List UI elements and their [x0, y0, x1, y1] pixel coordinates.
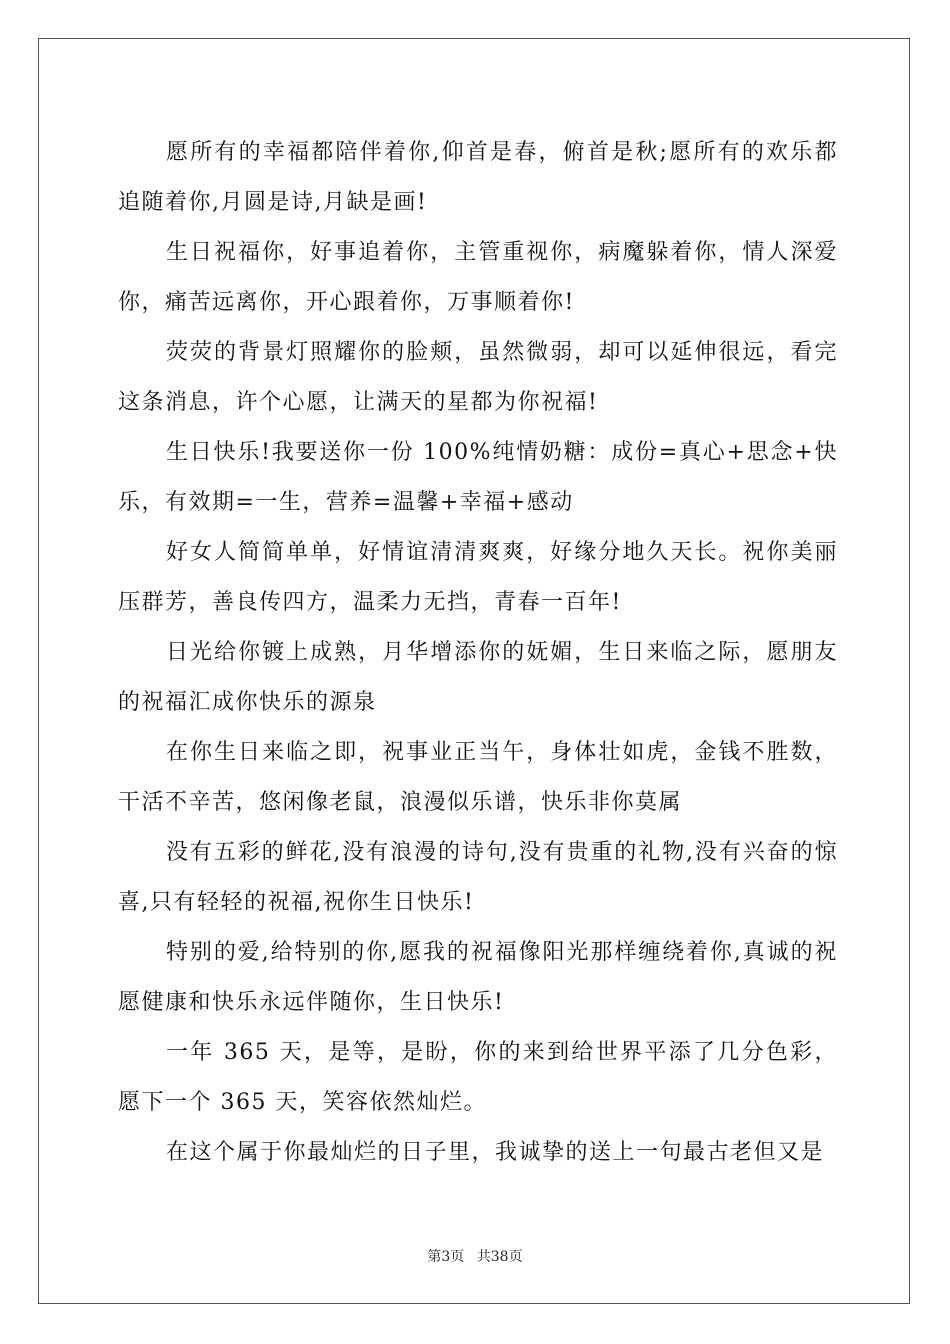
paragraph: 愿所有的幸福都陪伴着你,仰首是春，俯首是秋;愿所有的欢乐都追随着你,月圆是诗,月缺是画! — [118, 140, 838, 215]
total-pages: 共38页 — [476, 1249, 523, 1265]
paragraph: 在你生日来临之即，祝事业正当午，身体壮如虎，金钱不胜数，干活不辛苦，悠闲像老鼠，浪漫似乐谱，快乐非你莫属 — [118, 740, 838, 815]
paragraph: 生日快乐!我要送你一份 100%纯情奶糖：成份=真心+思念+快乐，有效期=一生，营养=温馨+幸福+感动 — [118, 440, 838, 515]
page-number: 第3页 — [427, 1249, 465, 1265]
document-body — [118, 128, 838, 1178]
paragraph: 特别的爱,给特别的你,愿我的祝福像阳光那样缠绕着你,真诚的祝愿健康和快乐永远伴随你，生日快乐! — [118, 940, 838, 1015]
paragraph: 荧荧的背景灯照耀你的脸颊，虽然微弱，却可以延伸很远，看完这条消息，许个心愿，让满天的星都为你祝福! — [118, 340, 838, 415]
paragraph: 一年 365 天，是等，是盼，你的来到给世界平添了几分色彩，愿下一个 365 天，笑容依然灿烂。 — [118, 1040, 838, 1115]
paragraph: 没有五彩的鲜花,没有浪漫的诗句,没有贵重的礼物,没有兴奋的惊喜,只有轻轻的祝福,祝你生日快乐! — [118, 840, 838, 915]
paragraph: 好女人简简单单，好情谊清清爽爽，好缘分地久天长。祝你美丽压群芳，善良传四方，温柔力无挡，青春一百年! — [118, 540, 838, 615]
page-footer — [0, 1246, 950, 1266]
paragraph: 日光给你镀上成熟，月华增添你的妩媚，生日来临之际，愿朋友的祝福汇成你快乐的源泉 — [118, 640, 838, 715]
paragraph: 生日祝福你，好事追着你，主管重视你，病魔躲着你，情人深爱你，痛苦远离你，开心跟着你，万事顺着你! — [118, 240, 838, 315]
paragraph: 在这个属于你最灿烂的日子里，我诚挚的送上一句最古老但又是 — [166, 1140, 825, 1165]
